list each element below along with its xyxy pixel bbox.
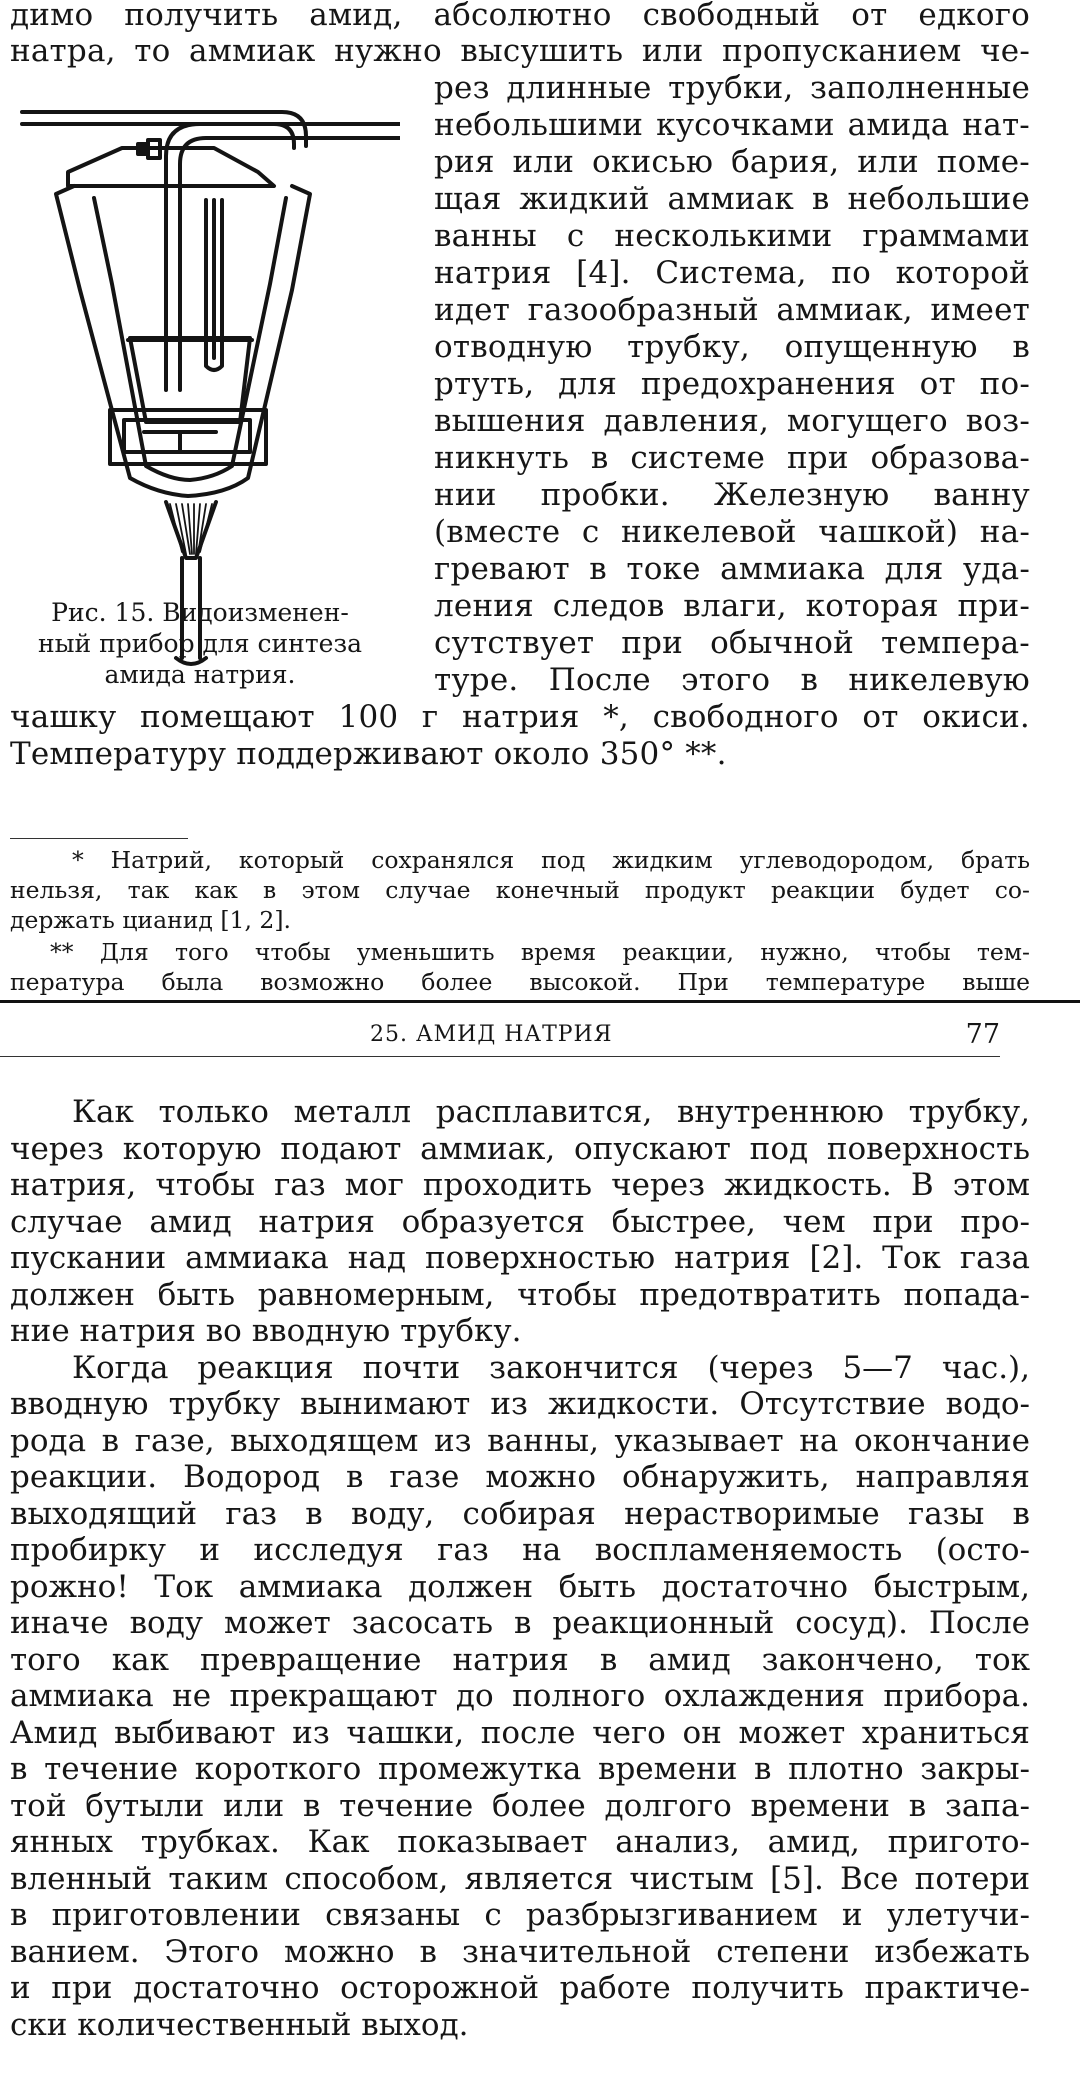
text-line: аммиака не прекращают до полного охлаждения прибора.	[10, 1678, 1030, 1714]
running-header	[10, 1019, 1030, 1056]
text-line: никнуть в системе при образова-	[434, 440, 1030, 476]
text-line: ванием. Этого можно в значительной степени избежать	[10, 1934, 1030, 1970]
text-line: Температуру поддерживают около 350° **.	[10, 736, 727, 772]
text-line: сутствует при обычной темпера-	[434, 625, 1030, 661]
text-line: небольшими кусочками амида нат-	[434, 107, 1030, 143]
text-line: чашку помещают 100 г натрия *, свободного от окиси.	[10, 699, 1030, 735]
text-line: ски количественный выход.	[10, 2007, 469, 2043]
footnote-line: нельзя, так как в этом случае конечный продукт реакции будет со-	[10, 876, 1030, 904]
text-line: нии пробки. Железную ванну	[434, 477, 1030, 513]
text-line: ления следов влаги, которая при-	[434, 588, 1030, 624]
outlet-tube	[166, 124, 400, 390]
text-line: иначе воду может засосать в реакционный сосуд). После	[10, 1605, 1030, 1641]
text-line: Амид выбивают из чашки, после чего он может храниться	[10, 1715, 1030, 1751]
text-line: вленный таким способом, является чистым [5]. Все потери	[10, 1861, 1030, 1897]
text-line: рез длинные трубки, заполненные	[434, 70, 1030, 106]
running-head-title: 25. АМИД НАТРИЯ	[370, 1022, 613, 1047]
text-line: идет газообразный аммиак, имеет	[434, 292, 1030, 328]
text-line: случае амид натрия образуется быстрее, чем при про-	[10, 1204, 1030, 1240]
caption-line: амида натрия.	[104, 660, 296, 689]
text-line: гревают в токе аммиака для уда-	[434, 551, 1030, 587]
footnote-line: пература была возможно более высокой. При температуре выше	[10, 968, 1030, 996]
text-line: димо получить амид, абсолютно свободный от едкого	[10, 0, 1030, 33]
text-line: ванны с несколькими граммами	[434, 218, 1030, 254]
text-line: выходящий газ в воду, собирая нерастворимые газы в	[10, 1496, 1030, 1532]
figure-caption	[10, 597, 390, 690]
text-line: натрия [4]. Система, по которой	[434, 255, 1030, 291]
text-line: реакции. Водород в газе можно обнаружить, направляя	[10, 1459, 1030, 1495]
page-divider	[0, 1000, 1080, 1003]
footnote-line: * Натрий, который сохранялся под жидким углеводородом, брать	[72, 846, 1030, 874]
vessel-lid	[68, 148, 274, 186]
text-line: должен быть равномерным, чтобы предотвратить попада-	[10, 1277, 1030, 1313]
footnote-line: держать цианид [1, 2].	[10, 906, 292, 934]
text-line: натра, то аммиак нужно высушить или пропусканием че-	[10, 33, 1030, 69]
text-line: рода в газе, выходящем из ванны, указывает на окончание	[10, 1423, 1030, 1459]
text-line: натрия, чтобы газ мог проходить через жидкость. В этом	[10, 1167, 1030, 1203]
text-line: в течение короткого промежутка времени в плотно закры-	[10, 1751, 1030, 1787]
text-line: рия или окисью бария, или поме-	[434, 144, 1030, 180]
text-line: и при достаточно осторожной работе получить практиче-	[10, 1970, 1030, 2006]
text-line: пробирку и исследуя газ на воспламеняемость (осто-	[10, 1532, 1030, 1568]
text-line: ние натрия во вводную трубку.	[10, 1313, 522, 1349]
inlet-tube	[22, 112, 306, 146]
text-line: пускании аммиака над поверхностью натрия [2]. Ток газа	[10, 1240, 1030, 1276]
text-line: того как превращение натрия в амид закончено, ток	[10, 1642, 1030, 1678]
text-line: щая жидкий аммиак в небольшие	[434, 181, 1030, 217]
text-line: Как только металл расплавится, внутреннюю трубку,	[72, 1094, 1030, 1130]
caption-line: ный прибор для синтеза	[37, 629, 363, 658]
text-line: отводную трубку, опущенную в	[434, 329, 1030, 365]
text-line: той бутыли или в течение более долгого времени в запа-	[10, 1788, 1030, 1824]
text-line: (вместе с никелевой чашкой) на-	[434, 514, 1030, 550]
page-number: 77	[965, 1019, 1000, 1050]
text-line: рожно! Ток аммиака должен быть достаточно быстрым,	[10, 1569, 1030, 1605]
text-line: вводную трубку вынимают из жидкости. Отсутствие водо-	[10, 1386, 1030, 1422]
footnote-line: ** Для того чтобы уменьшить время реакции, нужно, чтобы тем-	[50, 938, 1030, 966]
text-line: ртуть, для предохранения от по-	[434, 366, 1030, 402]
text-line: через которую подают аммиак, опускают под поверхность	[10, 1131, 1030, 1167]
footnote-rule	[10, 838, 188, 839]
text-line: Когда реакция почти закончится (через 5—7 час.),	[72, 1350, 1030, 1386]
text-line: вышения давления, могущего воз-	[434, 403, 1030, 439]
text-line: янных трубках. Как показывает анализ, амид, пригото-	[10, 1824, 1030, 1860]
caption-line: Рис. 15. Видоизменен-	[51, 598, 349, 627]
text-line: туре. После этого в никелевую	[434, 662, 1030, 698]
text-line: в приготовлении связаны с разбрызгиванием и улетучи-	[10, 1897, 1030, 1933]
page-top-fragment	[0, 0, 1080, 1000]
apparatus-figure	[10, 98, 400, 668]
header-rule	[0, 1056, 1000, 1057]
